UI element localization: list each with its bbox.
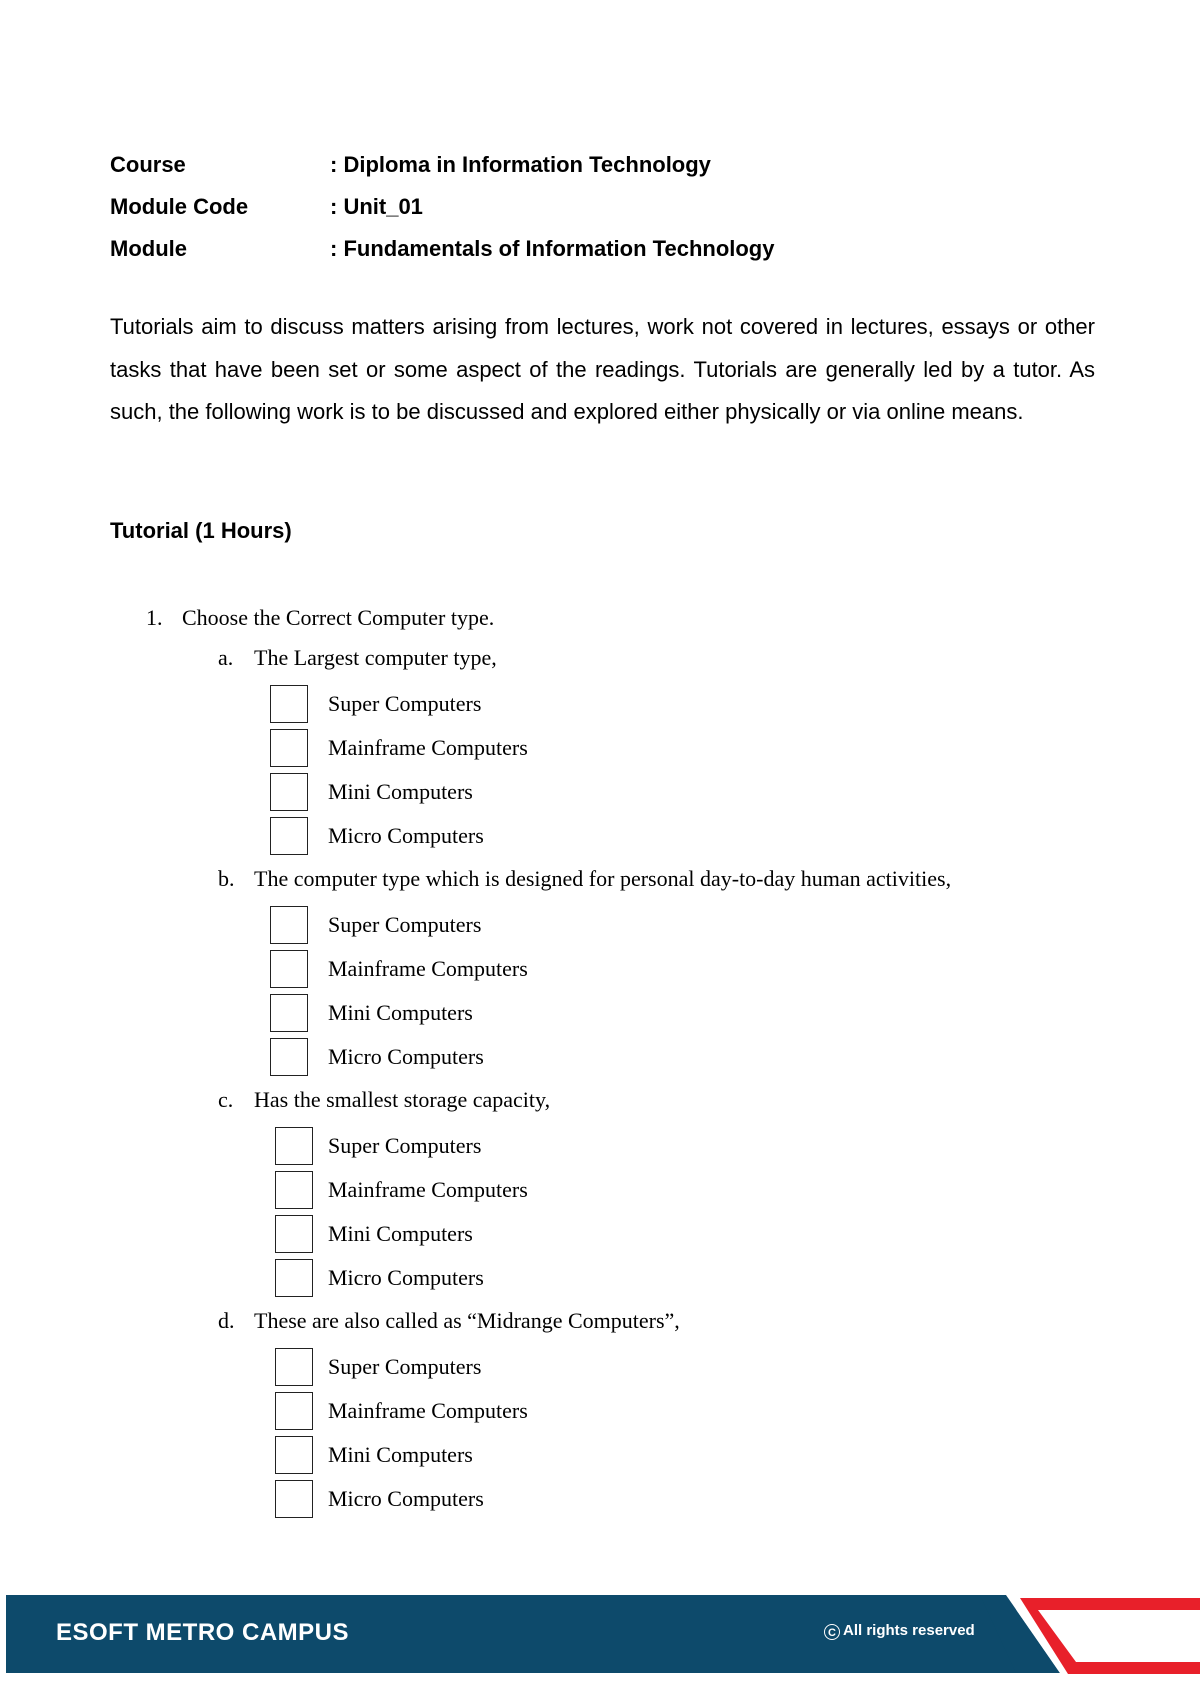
question-part-d [218,1308,680,1334]
option-checkbox[interactable] [275,1215,313,1253]
option-label: Mini Computers [328,1442,473,1467]
option-label: Super Computers [328,691,482,716]
option-checkbox[interactable] [275,1480,313,1518]
option-checkbox[interactable] [270,994,308,1032]
question-number: 1. [146,605,163,630]
part-letter: d. [218,1308,235,1333]
option-checkbox[interactable] [275,1171,313,1209]
option-checkbox[interactable] [275,1436,313,1474]
footer-brand: ESOFT METRO CAMPUS [56,1619,350,1646]
option-checkbox[interactable] [275,1392,313,1430]
module-row [110,228,774,270]
footer-bar [6,1595,1016,1673]
course-value: : Diploma in Information Technology [330,152,711,177]
option-label: Mini Computers [328,1000,473,1025]
option-label: Micro Computers [328,823,484,848]
option-checkbox[interactable] [275,1259,313,1297]
option-label: Micro Computers [328,1265,484,1290]
part-text: The computer type which is designed for personal day-to-day human activities, [254,866,952,891]
option-checkbox[interactable] [270,729,308,767]
part-text: Has the smallest storage capacity, [254,1087,551,1112]
option-checkbox[interactable] [270,950,308,988]
option-checkbox[interactable] [270,773,308,811]
part-letter: c. [218,1087,234,1112]
course-info [110,144,774,270]
module-code-value: : Unit_01 [330,194,423,219]
option-checkbox[interactable] [275,1127,313,1165]
question-part-a [218,645,497,671]
option-checkbox[interactable] [275,1348,313,1386]
question-text: Choose the Correct Computer type. [182,605,495,630]
question-1 [146,605,494,631]
footer-rights [824,1622,975,1640]
option-label: Super Computers [328,912,482,937]
campus-logo-icon [980,1590,1200,1680]
copyright-icon: C [824,1624,840,1640]
module-value: : Fundamentals of Information Technology [330,236,775,261]
part-text: These are also called as “Midrange Computers”, [254,1308,680,1333]
option-checkbox[interactable] [270,906,308,944]
part-letter: b. [218,866,235,891]
option-label: Mainframe Computers [328,956,528,981]
intro-paragraph: Tutorials aim to discuss matters arising from lectures, work not covered in lectures, essays or other tasks that have been set or some aspect of the readings. Tutorials are generally led by a tutor. As such, the following work is to be discussed and explored either physically or via online means. [110,314,1095,424]
footer-rights-text: All rights reserved [843,1622,975,1639]
option-checkbox[interactable] [270,817,308,855]
part-letter: a. [218,645,234,670]
option-label: Mini Computers [328,1221,473,1246]
option-label: Micro Computers [328,1044,484,1069]
option-label: Mainframe Computers [328,1177,528,1202]
option-checkbox[interactable] [270,1038,308,1076]
course-row [110,144,774,186]
question-part-b [218,866,951,892]
option-label: Mini Computers [328,779,473,804]
option-label: Mainframe Computers [328,1398,528,1423]
option-checkbox[interactable] [270,685,308,723]
module-code-row [110,186,774,228]
question-part-c [218,1087,550,1113]
tutorial-heading: Tutorial (1 Hours) [110,518,292,543]
course-label: Course [110,152,186,177]
option-label: Mainframe Computers [328,735,528,760]
module-label: Module [110,236,187,261]
option-label: Super Computers [328,1133,482,1158]
part-text: The Largest computer type, [254,645,497,670]
option-label: Super Computers [328,1354,482,1379]
module-code-label: Module Code [110,194,249,219]
option-label: Micro Computers [328,1486,484,1511]
